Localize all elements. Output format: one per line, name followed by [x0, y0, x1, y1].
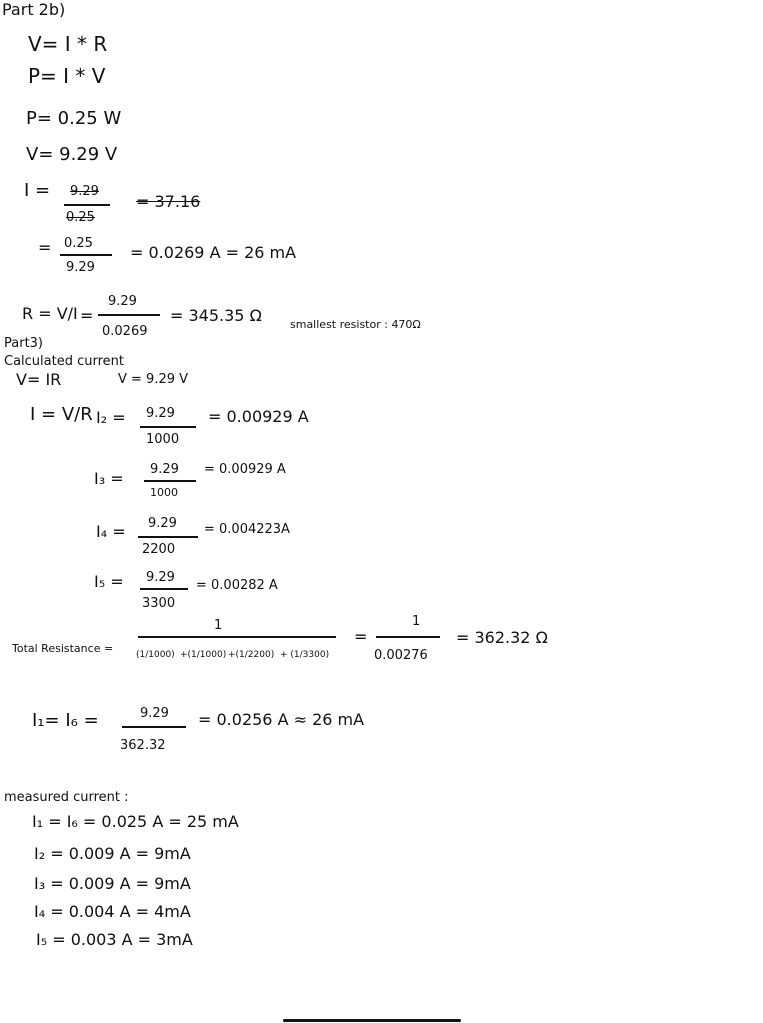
i4-bar — [138, 536, 198, 538]
frac1-result: = 37.16 — [136, 192, 201, 211]
i2-result: = 0.00929 A — [208, 407, 309, 426]
total-den-term-3: +(1/2200) — [228, 650, 275, 660]
i3-bar — [144, 480, 196, 482]
i3-numerator: 9.29 — [150, 462, 179, 477]
total-denominator-2: 0.00276 — [374, 648, 428, 663]
i3-denominator: 1000 — [150, 486, 178, 499]
total-den-term-2: +(1/1000) — [180, 650, 227, 660]
resistance-label: R = V/I — [22, 304, 78, 323]
i5-bar — [140, 588, 188, 590]
i1-i6-label: I₁= I₆ = — [32, 710, 99, 731]
i5-denominator: 3300 — [142, 596, 176, 611]
frac1-denominator: 0.25 — [66, 210, 95, 225]
i5-numerator: 9.29 — [146, 570, 175, 585]
power-value: P= 0.25 W — [26, 108, 122, 129]
i2-bar — [140, 426, 196, 428]
i4-label: I₄ = — [96, 522, 126, 541]
i2-label: I₂ = — [96, 408, 126, 427]
total-numerator: 1 — [214, 618, 223, 633]
i4-denominator: 2200 — [142, 542, 176, 557]
i4-result: = 0.004223A — [204, 522, 290, 537]
total-result: = 362.32 Ω — [456, 628, 548, 647]
frac2-bar — [60, 254, 112, 256]
i4-numerator: 9.29 — [148, 516, 177, 531]
total-resistance-label: Total Resistance = — [12, 642, 114, 655]
frac2-result: = 0.0269 A = 26 mA — [130, 243, 297, 262]
frac3-denominator: 0.0269 — [102, 324, 148, 339]
i16-bar — [122, 726, 186, 728]
measured-current-heading: measured current : — [4, 790, 129, 805]
voltage-part3: V = 9.29 V — [118, 372, 189, 387]
measured-line-3: I₃ = 0.009 A = 9mA — [34, 874, 191, 893]
equation-power: P= I * V — [28, 64, 106, 88]
frac2-numerator: 0.25 — [64, 236, 93, 251]
frac3-result: = 345.35 Ω — [170, 306, 262, 325]
part2b-heading: Part 2b) — [2, 0, 66, 19]
measured-line-1: I₁ = I₆ = 0.025 A = 25 mA — [32, 812, 239, 831]
frac1-bar — [64, 204, 110, 206]
frac2-equals: = — [38, 238, 52, 257]
i5-label: I₅ = — [94, 572, 124, 591]
i3-result: = 0.00929 A — [204, 462, 286, 477]
measured-line-4: I₄ = 0.004 A = 4mA — [34, 902, 191, 921]
voltage-value: V= 9.29 V — [26, 144, 118, 165]
i5-result: = 0.00282 A — [196, 578, 278, 593]
total-numerator-2: 1 — [412, 614, 421, 629]
part3-heading: Part3) — [4, 336, 44, 351]
i-equals-v-over-r: I = V/R — [30, 404, 93, 425]
total-bar-2 — [376, 636, 440, 638]
total-equals-2: = — [354, 627, 368, 646]
ohms-law-part3: V= IR — [16, 370, 62, 389]
frac1-numerator: 9.29 — [70, 184, 99, 199]
i16-result: = 0.0256 A ≈ 26 mA — [198, 710, 365, 729]
i16-denominator: 362.32 — [120, 738, 166, 753]
frac3-bar — [98, 314, 160, 316]
i2-numerator: 9.29 — [146, 406, 175, 421]
frac3-numerator: 9.29 — [108, 294, 137, 309]
total-den-term-1: (1/1000) — [136, 650, 175, 660]
smallest-resistor-note: smallest resistor : 470Ω — [290, 318, 421, 331]
frac2-denominator: 9.29 — [66, 260, 95, 275]
i3-label: I₃ = — [94, 469, 124, 488]
i16-numerator: 9.29 — [140, 706, 169, 721]
total-den-term-4: + (1/3300) — [280, 650, 330, 660]
total-bar — [138, 636, 336, 638]
equation-ohms-law: V= I * R — [28, 32, 108, 56]
current-label: I = — [24, 180, 51, 201]
bottom-edge-mark — [283, 1019, 461, 1022]
measured-line-2: I₂ = 0.009 A = 9mA — [34, 844, 191, 863]
i2-denominator: 1000 — [146, 432, 180, 447]
resistance-equals: = — [80, 306, 94, 325]
calculated-current-label: Calculated current — [4, 354, 124, 369]
measured-line-5: I₅ = 0.003 A = 3mA — [36, 930, 193, 949]
